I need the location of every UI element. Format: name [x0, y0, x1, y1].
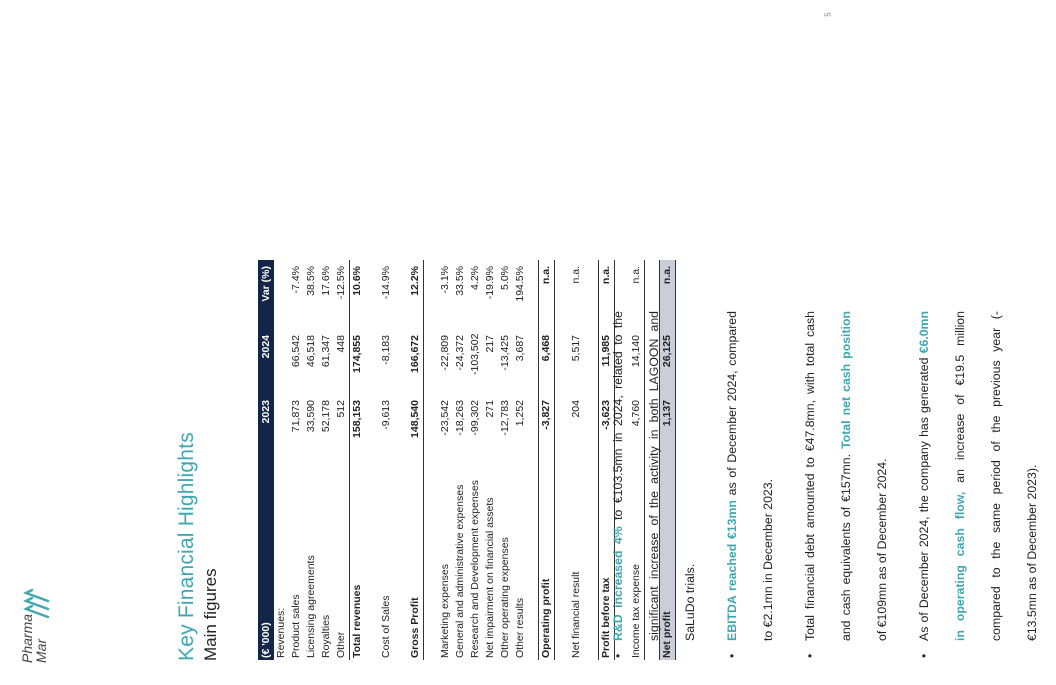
table-row [483, 260, 498, 660]
value-var: n.a. [630, 266, 642, 284]
row-label: Net profit [661, 611, 673, 658]
table-row [453, 260, 468, 660]
bullet-dot-icon: • [725, 653, 739, 658]
value-2023: -3,827 [540, 400, 552, 430]
row-label: Other results [514, 597, 526, 658]
page-subtitle: Main figures [201, 568, 220, 661]
value-2024: 5,517 [570, 335, 582, 362]
value-2024: 26,125 [661, 335, 673, 368]
value-2023: 1,137 [661, 400, 673, 427]
bullet-cashflow [906, 311, 1050, 659]
col-2023-header: 2023 [260, 400, 272, 424]
table-row [319, 260, 334, 660]
table-row [513, 260, 528, 660]
row-label: Other operating expenses [499, 537, 511, 658]
value-2024: -13,425 [499, 335, 511, 371]
value-2024: 66,542 [290, 335, 302, 368]
row-label: Net impairment on financial assets [484, 497, 496, 658]
logo-text-line1: Pharma [19, 613, 35, 663]
wave-mark-icon [22, 583, 52, 619]
table-row [438, 260, 453, 660]
page-title: Key Financial Highlights [175, 432, 198, 661]
bullet-text-tail: an increase of €19.5 million compared to the same period of the previous year (-€13.5mn as of December 2023). [953, 311, 1039, 641]
row-label: Research and Development expenses [469, 479, 481, 658]
value-2023: 148,540 [409, 400, 421, 438]
value-var: -14.9% [380, 266, 392, 300]
bullet-debt [792, 311, 900, 659]
value-2024: 46,518 [305, 335, 317, 368]
value-var: 33.5% [454, 266, 466, 296]
highlight-text: €6.0mn in operating cash flow, [917, 311, 967, 641]
value-2024: 14,140 [630, 335, 642, 368]
row-label: Product sales [290, 594, 302, 658]
value-2023: 158,153 [351, 400, 363, 438]
bullet-text: as of December 2024, compared to €2.1mn in December 2023. [725, 311, 775, 641]
value-2024: 166,672 [409, 335, 421, 373]
bullet-ebitda [714, 311, 786, 659]
table-row [304, 260, 319, 660]
value-2023: -99,302 [469, 400, 481, 436]
table-header-row [258, 260, 274, 660]
logo-text-line2: Mar [33, 638, 49, 663]
value-2023: 271 [484, 400, 496, 418]
logo-text [20, 613, 48, 663]
table-row [468, 260, 483, 660]
revenues-heading: Revenues: [275, 607, 287, 658]
col-2024-header: 2024 [260, 335, 272, 359]
value-var: 17.6% [320, 266, 332, 296]
value-var: n.a. [600, 266, 612, 285]
value-var: 5.0% [499, 266, 511, 290]
highlight-text: Total net cash position [839, 311, 853, 449]
value-var: -7.4% [290, 266, 302, 294]
row-label: Royalties [320, 614, 332, 658]
value-var: 12.2% [409, 266, 421, 296]
value-2023: -12,783 [499, 400, 511, 436]
table-row [289, 260, 304, 660]
cost-of-sales-row [379, 260, 394, 660]
gross-profit-row [408, 260, 424, 660]
operating-profit-row [538, 260, 555, 660]
row-label: Income tax expense [630, 564, 642, 658]
value-2023: -3,623 [600, 400, 612, 430]
value-2023: 4,760 [630, 400, 642, 427]
bullet-rd [600, 311, 708, 659]
col-label-header: (€ '000) [260, 622, 272, 658]
value-var: -3.1% [439, 266, 451, 294]
value-2024: 3,687 [514, 335, 526, 362]
value-2024: 217 [484, 335, 496, 353]
highlights-list [600, 311, 1056, 659]
highlight-text: R&D increased 4% [611, 526, 625, 641]
bullet-dot-icon: • [917, 653, 931, 658]
value-var: n.a. [540, 266, 552, 285]
value-2024: -8,183 [380, 335, 392, 365]
row-label: Gross Profit [409, 597, 421, 658]
header [175, 432, 221, 661]
bullet-text: Total financial debt amounted to €47.8mn, with total cash and cash equivalents of €157mn. [803, 311, 853, 641]
value-2024: -22,809 [439, 335, 451, 371]
row-label: General and administrative expenses [454, 484, 466, 658]
page-number: 5 [823, 12, 833, 17]
value-var: 4.2% [469, 266, 481, 290]
table-row [334, 260, 350, 660]
bullet-dot-icon: • [803, 653, 817, 658]
value-2024: 448 [335, 335, 347, 353]
revenues-heading-row [274, 260, 289, 660]
value-2023: 52,178 [320, 400, 332, 433]
total-revenues-row [350, 260, 365, 660]
row-label: Operating profit [540, 578, 552, 658]
value-2023: 204 [570, 400, 582, 418]
value-var: 10.6% [351, 266, 363, 296]
net-financial-row [569, 260, 584, 660]
value-var: 194.5% [514, 266, 526, 302]
row-label: Net financial result [570, 571, 582, 658]
value-2024: 6,468 [540, 335, 552, 362]
value-2023: -23,542 [439, 400, 451, 436]
value-2023: -18,263 [454, 400, 466, 436]
bullet-text-tail: of €109mn as of December 2024. [875, 458, 889, 641]
value-2023: 71,873 [290, 400, 302, 433]
value-var: n.a. [661, 266, 673, 285]
row-label: Licensing agreements [305, 555, 317, 658]
row-label: Profit before tax [600, 577, 612, 658]
value-var: -19.9% [484, 266, 496, 300]
value-2023: 33,590 [305, 400, 317, 433]
row-label: Cost of Sales [380, 595, 392, 658]
value-2023: 1,252 [514, 400, 526, 427]
row-label: Marketing expenses [439, 564, 451, 658]
value-2024: 174,855 [351, 335, 363, 373]
table-row [498, 260, 513, 660]
value-2024: -103,502 [469, 333, 481, 375]
bullet-text: As of December 2024, the company has generated [917, 353, 931, 641]
col-var-header: Var (%) [260, 266, 272, 302]
value-var: -12.5% [335, 266, 347, 300]
row-label: Total revenues [351, 584, 363, 658]
value-2024: 61,347 [320, 335, 332, 368]
value-var: 38.5% [305, 266, 317, 296]
value-2024: -24,372 [454, 335, 466, 371]
row-label: Other [335, 631, 347, 658]
pharmamar-logo [18, 543, 66, 663]
bullet-text: to €103.5mn in 2024, related to the significant increase of the activity in both LAGOON and SaLuDo trials. [611, 311, 697, 641]
value-2024: 11,985 [600, 335, 612, 367]
value-2023: 512 [335, 400, 347, 418]
value-var: n.a. [570, 266, 582, 284]
value-2023: -9,613 [380, 400, 392, 430]
highlight-text: EBITDA reached €13mn [725, 500, 739, 641]
bullet-dot-icon: • [611, 653, 625, 658]
